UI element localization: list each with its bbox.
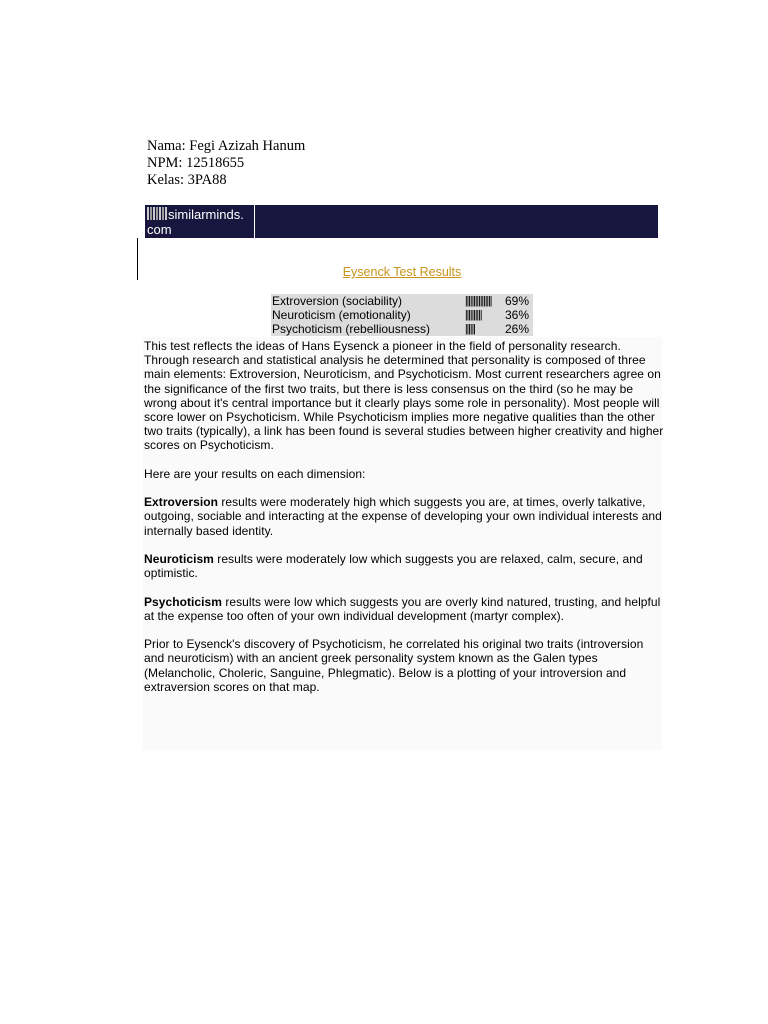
score-percent: 36% [504,308,529,322]
student-class: Kelas: 3PA88 [147,172,227,188]
extroversion-paragraph [144,495,664,538]
site-banner [145,205,658,238]
score-table [271,294,533,336]
score-percent: 69% [504,294,529,308]
student-info [147,138,305,189]
psychoticism-text: results were low which suggests you are overly kind natured, trusting, and helpful at the expense too often of your own individual development (martyr complex). [144,594,661,623]
score-label: Neuroticism (emotionality) [272,308,411,322]
extroversion-term: Extroversion [144,495,218,510]
student-name: Nama: Fegi Azizah Hanum [147,138,306,154]
psychoticism-term: Psychoticism [144,594,222,609]
results-title-link[interactable]: Eysenck Test Results [342,265,462,279]
extroversion-text: results were moderately high which suggests you are, at times, overly talkative, outgoing, sociable and interacting at the expense of developing your own individual interests and internally based identity. [144,495,662,538]
neuroticism-paragraph [144,552,664,580]
barcode-icon [147,207,167,220]
student-npm: NPM: 12518655 [147,155,245,171]
score-bar: |||||||||||||||| [464,295,492,307]
score-percent: 26% [504,322,529,336]
score-bar: |||||||||| [464,309,482,321]
score-label: Psychoticism (rebelliousness) [272,322,431,336]
score-row-neuroticism [271,308,533,322]
score-bar: |||||| [464,323,475,335]
description-text [144,339,664,708]
score-label: Extroversion (sociability) [272,294,403,308]
results-lead: Here are your results on each dimension: [144,466,366,481]
neuroticism-term: Neuroticism [144,552,214,566]
logo-text-line1: similarminds. [168,207,244,222]
site-logo[interactable] [145,205,255,238]
logo-text-line2: com [147,222,172,237]
intro-paragraph: This test reflects the ideas of Hans Eysenck a pioneer in the field of personality research. Through research and statistical analysis he determined that personality is composed of three main elements: Extroversion, Neuroticism, and Psychoticism. Most current researchers agree on the significance of the first two traits, but there is less consensus on the third (so he may be wrong about it's central importance but it clearly plays some role in personality). Most people will score lower on Psychoticism. While Psychoticism implies more negative qualities than the other two traits (typically), a link has been found is several studies between higher creativity and higher scores on Psychoticism. [144,339,664,453]
psychoticism-paragraph [144,595,664,623]
neuroticism-text: results were moderately low which suggests you are relaxed, calm, secure, and optimistic. [144,552,643,581]
score-row-extroversion [271,294,533,308]
score-row-psychoticism [271,322,533,336]
galen-paragraph: Prior to Eysenck's discovery of Psychoticism, he correlated his original two traits (introversion and neuroticism) with an ancient greek personality system known as the Galen types (Melancholic, Choleric, Sanguine, Phlegmatic). Below is a plotting of your introversion and extraversion scores on that map. [144,637,644,694]
results-description [143,337,662,750]
